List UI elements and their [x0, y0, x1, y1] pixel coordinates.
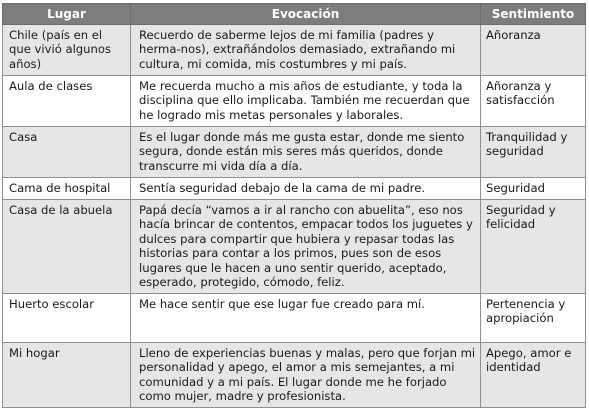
cell-evocacion: Recuerdo de saberme lejos de mi familia (padres y herma-nos), extrañándolos demasiado, extrañando mi cultura, mi comida, mis costumbres y mi país.	[131, 25, 481, 76]
header-evocacion: Evocación	[131, 4, 481, 25]
header-row	[3, 4, 586, 25]
cell-evocacion: Me recuerda mucho a mis años de estudiante, y toda la disciplina que ello implicaba. También me recuerdan que he logrado mis metas personales y laborales.	[131, 76, 481, 127]
cell-sentimiento: Seguridad y felicidad	[481, 200, 586, 294]
cell-sentimiento: Seguridad	[481, 178, 586, 200]
cell-lugar: Cama de hospital	[3, 178, 131, 200]
table-row	[3, 76, 586, 127]
cell-lugar: Huerto escolar	[3, 294, 131, 343]
cell-evocacion: Papá decía “vamos a ir al rancho con abuelita”, eso nos hacía brincar de contentos, empacar todos los juguetes y dulces para compartir que hubiera y repasar todas las historias para contar a los primos, pues son de esos lugares que le hacen a uno sentir querido, aceptado, esperado, protegido, cómodo, feliz.	[131, 200, 481, 294]
table-row	[3, 178, 586, 200]
cell-evocacion: Es el lugar donde más me gusta estar, donde me siento segura, donde están mis seres más queridos, donde transcurre mi vida día a día.	[131, 127, 481, 178]
cell-sentimiento: Apego, amor e identidad	[481, 343, 586, 408]
cell-sentimiento: Pertenencia y apropiación	[481, 294, 586, 343]
cell-lugar: Casa de la abuela	[3, 200, 131, 294]
cell-evocacion: Sentía seguridad debajo de la cama de mi padre.	[131, 178, 481, 200]
cell-lugar: Chile (país en el que vivió algunos años)	[3, 25, 131, 76]
cell-lugar: Mi hogar	[3, 343, 131, 408]
cell-lugar: Casa	[3, 127, 131, 178]
table-row	[3, 127, 586, 178]
table-row	[3, 25, 586, 76]
header-sentimiento: Sentimiento	[481, 4, 586, 25]
cell-evocacion: Me hace sentir que ese lugar fue creado para mí.	[131, 294, 481, 343]
table-row	[3, 200, 586, 294]
header-lugar: Lugar	[3, 4, 131, 25]
cell-sentimiento: Añoranza	[481, 25, 586, 76]
cell-lugar: Aula de clases	[3, 76, 131, 127]
cell-sentimiento: Añoranza y satisfacción	[481, 76, 586, 127]
places-table	[2, 3, 586, 408]
cell-evocacion: Lleno de experiencias buenas y malas, pero que forjan mi personalidad y apego, el amor a mis semejantes, a mi comunidad y a mi país. El lugar donde me he forjado como mujer, madre y profesionista.	[131, 343, 481, 408]
table-row	[3, 294, 586, 343]
table-row	[3, 343, 586, 408]
cell-sentimiento: Tranquilidad y seguridad	[481, 127, 586, 178]
